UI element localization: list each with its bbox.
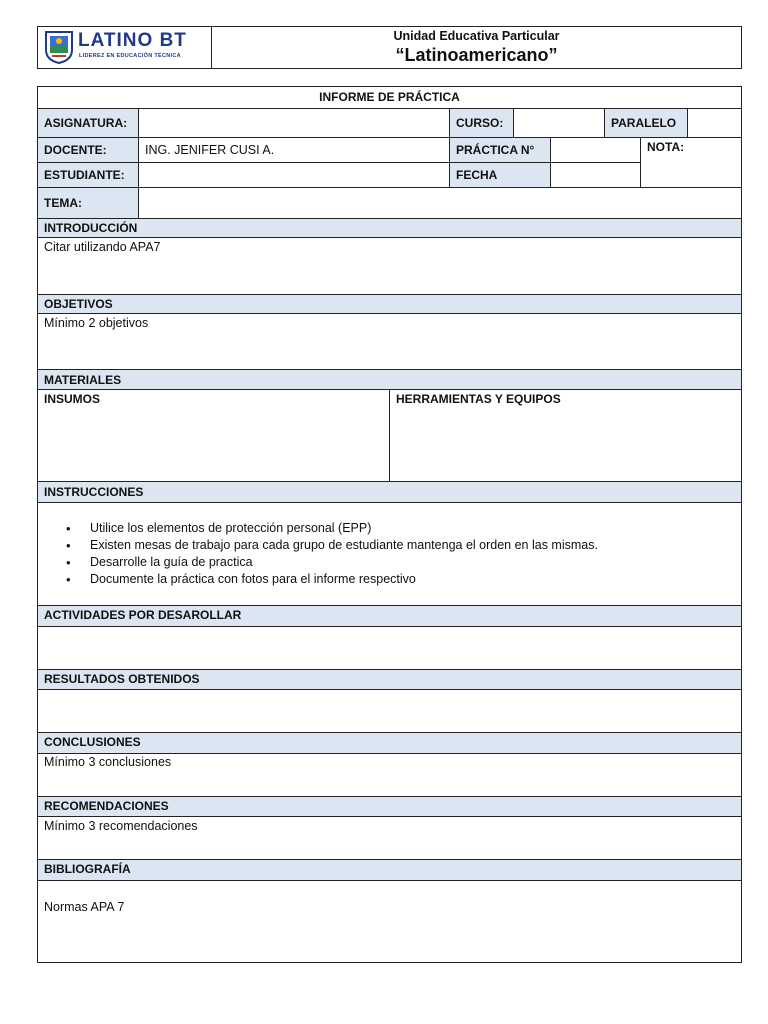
tema-label: TEMA:	[37, 187, 139, 219]
institution-name-line2: “Latinoamericano”	[395, 45, 558, 65]
instrucciones-list	[38, 520, 741, 588]
actividades-header: ACTIVIDADES POR DESAROLLAR	[37, 605, 742, 627]
instrucciones-body[interactable]	[37, 502, 742, 606]
introduccion-header: INTRODUCCIÓN	[37, 218, 742, 238]
conclusiones-body[interactable]: Mínimo 3 conclusiones	[37, 753, 742, 797]
bibliografia-header: BIBLIOGRAFÍA	[37, 859, 742, 881]
conclusiones-header: CONCLUSIONES	[37, 732, 742, 754]
nota-field[interactable]	[640, 137, 742, 188]
resultados-header: RESULTADOS OBTENIDOS	[37, 669, 742, 690]
introduccion-body[interactable]: Citar utilizando APA7	[37, 237, 742, 295]
estudiante-label: ESTUDIANTE:	[37, 162, 139, 188]
paralelo-field[interactable]	[687, 108, 742, 138]
document-header	[37, 26, 742, 69]
herramientas-column[interactable]	[389, 389, 742, 482]
practica-number-label: PRÁCTICA N°	[449, 137, 551, 163]
herramientas-label: HERRAMIENTAS Y EQUIPOS	[396, 392, 561, 406]
report-title: INFORME DE PRÁCTICA	[37, 86, 742, 109]
instrucciones-header: INSTRUCCIONES	[37, 481, 742, 503]
school-emblem-icon	[44, 30, 74, 64]
bibliografia-text: Normas APA 7	[44, 900, 125, 914]
curso-label: CURSO:	[449, 108, 514, 138]
resultados-body[interactable]	[37, 689, 742, 733]
list-item: • Documente la práctica con fotos para el informe respectivo	[90, 571, 741, 588]
asignatura-field[interactable]	[138, 108, 450, 138]
paralelo-label: PARALELO	[604, 108, 688, 138]
nota-label: NOTA:	[647, 140, 685, 154]
materiales-header: MATERIALES	[37, 369, 742, 390]
fecha-label: FECHA	[449, 162, 551, 188]
logo-area	[38, 27, 212, 68]
curso-field[interactable]	[513, 108, 605, 138]
institution-name-line1: Unidad Educativa Particular	[393, 29, 560, 43]
practica-number-field[interactable]	[550, 137, 641, 163]
objetivos-body[interactable]: Mínimo 2 objetivos	[37, 313, 742, 370]
insumos-column[interactable]	[37, 389, 390, 482]
fecha-field[interactable]	[550, 162, 641, 188]
logo-tagline: LIDEREZ EN EDUCACIÓN TÉCNICA	[79, 53, 181, 59]
objetivos-header: OBJETIVOS	[37, 294, 742, 314]
asignatura-label: ASIGNATURA:	[37, 108, 139, 138]
list-item: • Desarrolle la guía de practica	[90, 554, 741, 571]
bibliografia-body[interactable]	[37, 880, 742, 963]
estudiante-field[interactable]	[138, 162, 450, 188]
docente-field[interactable]: ING. JENIFER CUSI A.	[138, 137, 450, 163]
list-item: • Utilice los elementos de protección personal (EPP)	[90, 520, 741, 537]
list-item: • Existen mesas de trabajo para cada grupo de estudiante mantenga el orden en las mismas.	[90, 537, 741, 554]
logo-text: LATINO BT	[78, 30, 187, 51]
docente-label: DOCENTE:	[37, 137, 139, 163]
tema-field[interactable]	[138, 187, 742, 219]
recomendaciones-body[interactable]: Mínimo 3 recomendaciones	[37, 816, 742, 860]
insumos-label: INSUMOS	[44, 392, 101, 406]
recomendaciones-header: RECOMENDACIONES	[37, 796, 742, 817]
actividades-body[interactable]	[37, 626, 742, 670]
